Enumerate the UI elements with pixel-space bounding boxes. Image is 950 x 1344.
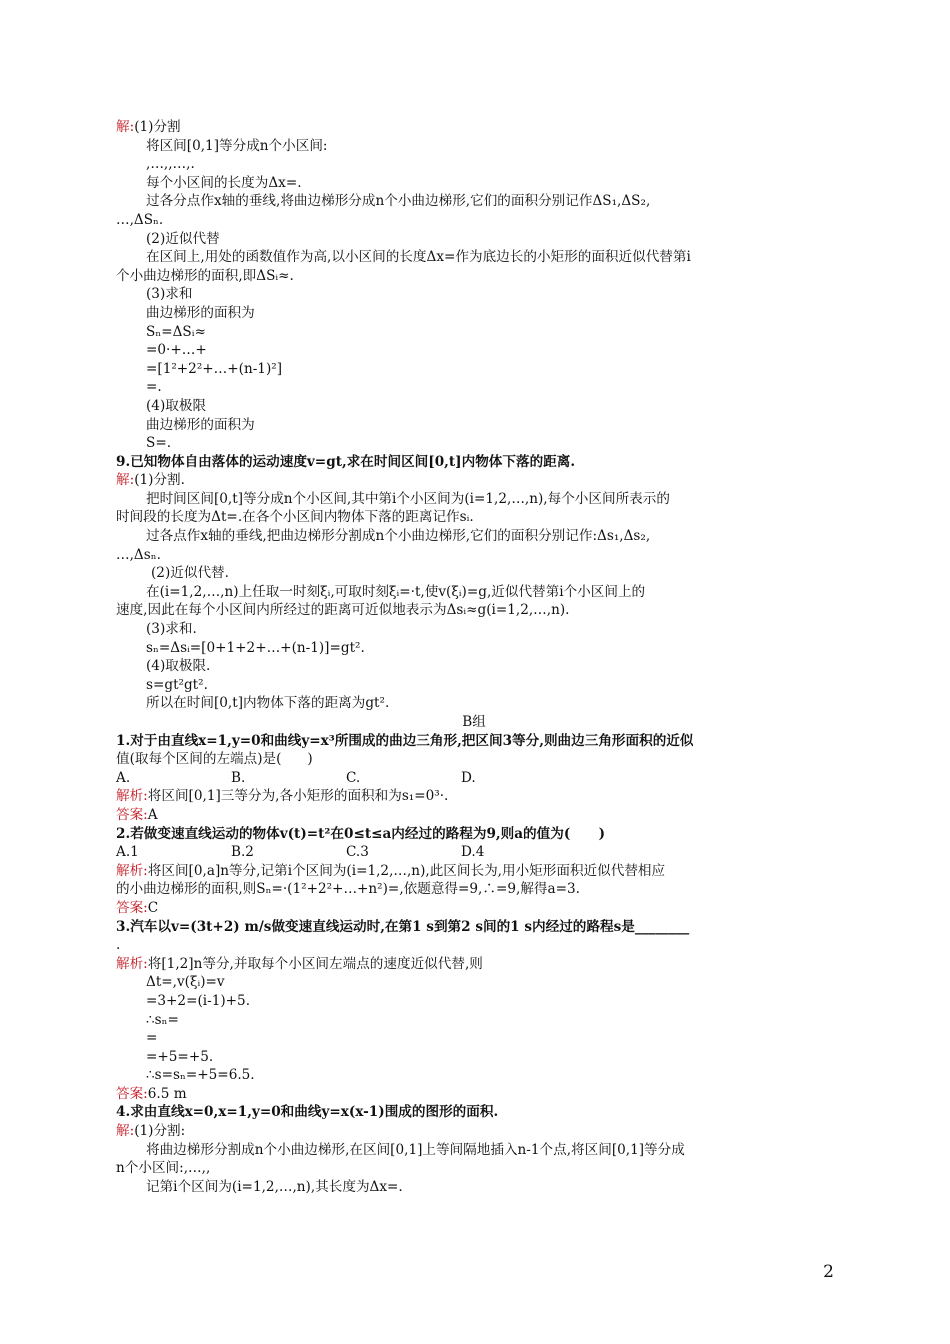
p9-line-6: (2)近似代替. xyxy=(151,565,229,582)
b1-options xyxy=(116,769,832,788)
b3-line-4: = xyxy=(146,1030,158,1047)
b1-analysis: 解析:将区间[0,1]三等分为,各小矩形的面积和为s₁=0³·. xyxy=(116,788,449,805)
p9-line-9: (3)求和. xyxy=(146,621,197,638)
solution-label: 解: xyxy=(116,1123,135,1140)
analysis-label: 解析: xyxy=(116,788,148,805)
b3-line-3: ∴sₙ= xyxy=(146,1011,179,1028)
b1-answer: 答案:A xyxy=(116,806,158,823)
b3-line-5: =+5=+5. xyxy=(146,1048,214,1065)
solution-label: 解: xyxy=(116,119,135,135)
option-d: D.4 xyxy=(461,844,485,861)
answer-label: 答案: xyxy=(116,899,148,916)
document-body xyxy=(116,118,832,1196)
p9-line-1: 解:(1)分割. xyxy=(116,472,185,489)
section-b-heading: B组 xyxy=(462,714,486,730)
b2-answer: 答案:C xyxy=(116,899,159,916)
question-b1-line-1: 1.对于由直线x=1,y=0和曲线y=x³所围成的曲边三角形,把区间3等分,则曲边三角形面积的近似 xyxy=(116,732,694,749)
p9-line-12: s=gt²gt². xyxy=(146,676,208,693)
p8-line-17: 曲边梯形的面积为 xyxy=(146,416,255,433)
option-c: C. xyxy=(346,769,361,786)
p9-line-13: 所以在时间[0,t]内物体下落的距离为gt². xyxy=(146,695,390,712)
option-b: B. xyxy=(231,769,246,786)
p8-line-12: Sₙ=ΔSᵢ≈ xyxy=(146,323,206,340)
p8-line-9: 个小曲边梯形的面积,即ΔSᵢ≈. xyxy=(116,267,294,284)
b4-line-4: 记第i个区间为(i=1,2,…,n),其长度为Δx=. xyxy=(146,1178,403,1195)
p8-line-5: 过各分点作x轴的垂线,将曲边梯形分成n个小曲边梯形,它们的面积分别记作ΔS₁,ΔS₂, xyxy=(146,193,651,210)
option-a: A. xyxy=(116,769,131,786)
p9-line-2: 把时间区间[0,t]等分成n个小区间,其中第i个小区间为(i=1,2,…,n),每个小区间所表示的 xyxy=(146,490,670,507)
b4-line-1: 解:(1)分割: xyxy=(116,1123,186,1140)
question-b3-line-1: 3.汽车以v=(3t+2) m/s做变速直线运动时,在第1 s到第2 s间的1 s内经过的路程s是________ xyxy=(116,918,690,935)
option-d: D. xyxy=(461,769,476,786)
question-9: 9.已知物体自由落体的运动速度v=gt,求在时间区间[0,t]内物体下落的距离. xyxy=(116,453,576,470)
b3-line-1: Δt=,v(ξᵢ)=v xyxy=(146,974,225,991)
question-b1-line-2: 值(取每个区间的左端点)是( ) xyxy=(116,751,313,768)
p9-line-4: 过各点作x轴的垂线,把曲边梯形分割成n个小曲边梯形,它们的面积分别记作:Δs₁,Δs₂, xyxy=(146,528,651,545)
question-b2: 2.若做变速直线运动的物体v(t)=t²在0≤t≤a内经过的路程为9,则a的值为( ) xyxy=(116,825,606,842)
b2-analysis-line-2: 的小曲边梯形的面积,则Sₙ=·(1²+2²+…+n²)=,依题意得=9,∴=9,解得a=3. xyxy=(116,881,580,898)
answer-label: 答案: xyxy=(116,806,148,823)
analysis-label: 解析: xyxy=(116,862,148,879)
p9-line-7: 在(i=1,2,…,n)上任取一时刻ξᵢ,可取时刻ξᵢ=·t,使v(ξᵢ)=g,近似代替第i个小区间上的 xyxy=(146,583,646,600)
analysis-label: 解析: xyxy=(116,955,148,972)
question-b3-line-2: . xyxy=(116,937,121,954)
answer-label: 答案: xyxy=(116,1085,148,1102)
p8-line-4: 每个小区间的长度为Δx=. xyxy=(146,174,302,191)
p8-line-13: =0·+…+ xyxy=(146,342,207,359)
option-a: A.1 xyxy=(116,844,139,861)
b2-options xyxy=(116,843,832,862)
p8-line-6: …,ΔSₙ. xyxy=(116,211,164,228)
b3-line-2: =3+2=(i-1)+5. xyxy=(146,992,251,1009)
p8-line-11: 曲边梯形的面积为 xyxy=(146,304,255,321)
b4-line-2: 将曲边梯形分割成n个小曲边梯形,在区间[0,1]上等间隔地插入n-1个点,将区间[0,1]等分成 xyxy=(146,1141,685,1158)
b4-line-3: n个小区间:,…,, xyxy=(116,1160,211,1177)
b3-analysis: 解析:将[1,2]n等分,并取每个小区间左端点的速度近似代替,则 xyxy=(116,955,483,972)
p9-line-11: (4)取极限. xyxy=(146,658,211,675)
question-b4: 4.求由直线x=0,x=1,y=0和曲线y=x(x-1)围成的图形的面积. xyxy=(116,1104,499,1121)
b3-line-6: ∴s=sₙ=+5=6.5. xyxy=(146,1067,255,1084)
p8-line-14: =[1²+2²+…+(n-1)²] xyxy=(146,360,283,377)
p8-line-16: (4)取极限 xyxy=(146,397,207,414)
p8-line-1: 解:(1)分割 xyxy=(116,119,181,135)
solution-label: 解: xyxy=(116,472,135,489)
p9-line-10: sₙ=Δsᵢ=[0+1+2+…+(n-1)]=gt². xyxy=(146,639,365,656)
p8-line-10: (3)求和 xyxy=(146,286,193,303)
page-number: 2 xyxy=(823,1262,834,1282)
p8-line-3: ,…,,…,. xyxy=(146,156,195,173)
p8-line-7: (2)近似代替 xyxy=(146,230,220,247)
p9-line-8: 速度,因此在每个小区间内所经过的距离可近似地表示为Δsᵢ≈g(i=1,2,…,n). xyxy=(116,602,570,619)
option-b: B.2 xyxy=(231,844,254,861)
p8-line-15: =. xyxy=(146,379,162,396)
p8-line-2: 将区间[0,1]等分成n个小区间: xyxy=(146,137,328,154)
p8-line-18: S=. xyxy=(146,435,172,452)
option-c: C.3 xyxy=(346,844,369,861)
p8-line-8: 在区间上,用处的函数值作为高,以小区间的长度Δx=作为底边长的小矩形的面积近似代替第i xyxy=(146,249,691,266)
b2-analysis-line-1: 解析:将区间[0,a]n等分,记第i个区间为(i=1,2,…,n),此区间长为,用小矩形面积近似代替相应 xyxy=(116,862,666,879)
p9-line-5: …,Δsₙ. xyxy=(116,546,161,563)
p9-line-3: 时间段的长度为Δt=.在各个小区间内物体下落的距离记作sᵢ. xyxy=(116,509,474,526)
b3-answer: 答案:6.5 m xyxy=(116,1085,187,1102)
